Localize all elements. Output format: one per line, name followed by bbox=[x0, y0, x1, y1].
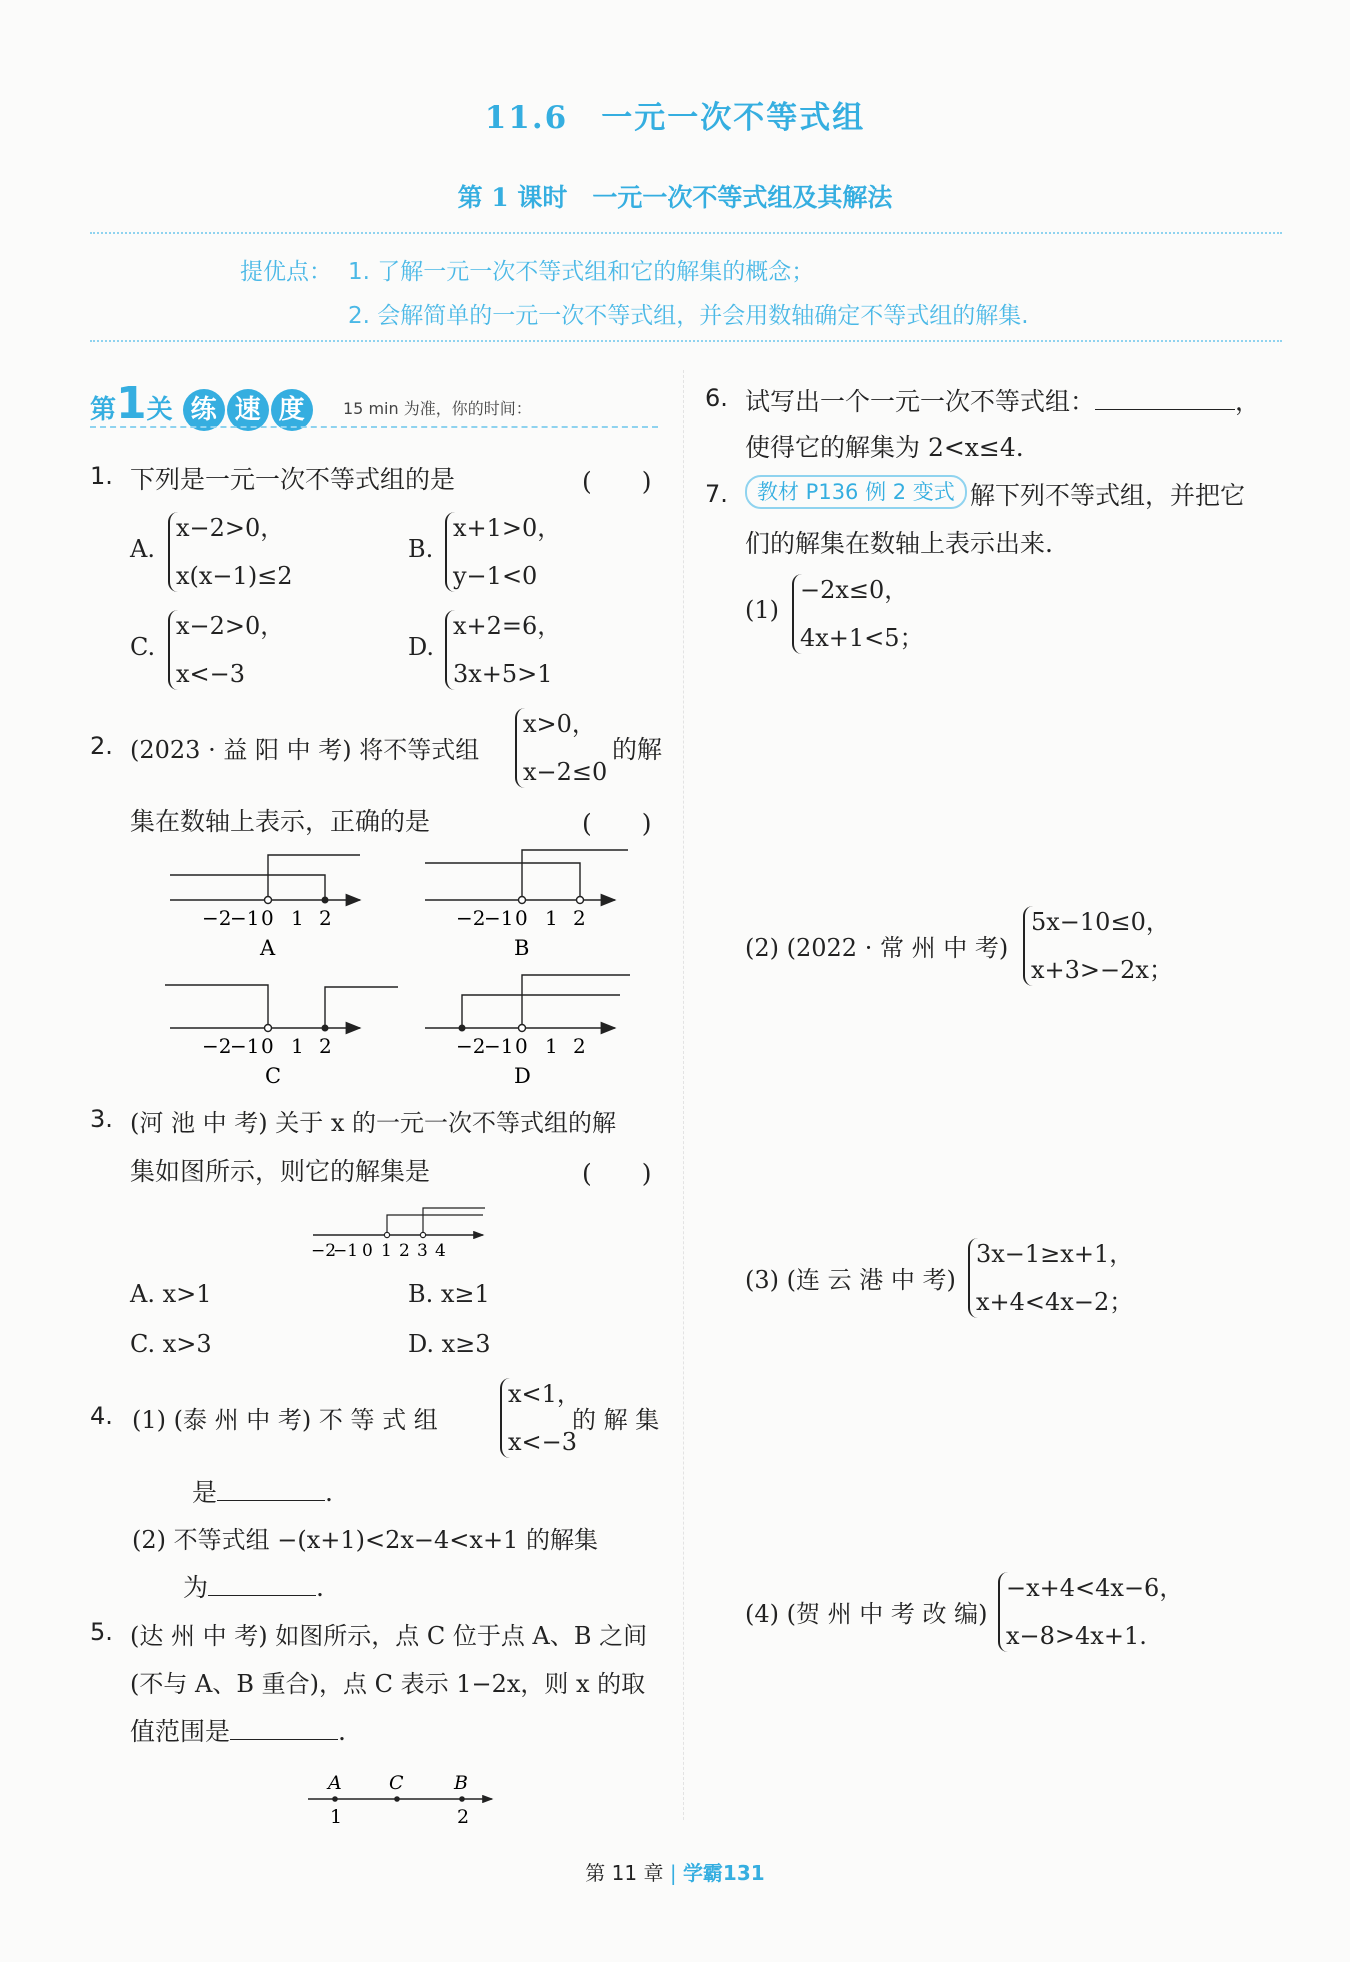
q5-text-line2: (不与 A、B 重合)，点 C 表示 1−2x，则 x 的取 bbox=[130, 1670, 646, 1698]
section-num: 1 bbox=[116, 378, 147, 429]
q1-b-line1: x+1>0， bbox=[453, 514, 562, 542]
q1-d-line2: 3x+5>1 bbox=[453, 660, 553, 688]
column-separator bbox=[683, 370, 684, 1820]
q2-paren: ( ) bbox=[582, 809, 652, 838]
q4-part1-blank[interactable] bbox=[217, 1478, 325, 1501]
q3-option-b: B. x≥1 bbox=[408, 1280, 490, 1308]
goal-item-1: 1. 了解一元一次不等式组和它的解集的概念； bbox=[348, 259, 815, 285]
section-pre: 第 bbox=[90, 395, 117, 425]
q4-part2-end: . bbox=[316, 1573, 324, 1602]
q3-tick-4: 2 bbox=[399, 1241, 410, 1260]
q7-part4-label: (4) (贺 州 中 考 改 编) bbox=[745, 1600, 988, 1628]
q4-part1-post: 的 解 集 bbox=[572, 1406, 660, 1434]
divider-top bbox=[90, 232, 1282, 234]
page-footer bbox=[0, 1857, 1350, 1886]
q4-part2-blank[interactable] bbox=[208, 1573, 316, 1596]
q4-part1-answer-line bbox=[192, 1473, 333, 1509]
q6-blank[interactable] bbox=[1095, 387, 1235, 410]
divider-bottom bbox=[90, 340, 1282, 342]
q1-option-a-system bbox=[176, 504, 293, 600]
q7-p3-line2: x+4<4x−2； bbox=[976, 1288, 1134, 1316]
q5-answer-line bbox=[130, 1712, 346, 1748]
q7-part1-label: (1) bbox=[745, 596, 779, 624]
q2-d-tick-3: 1 bbox=[545, 1034, 558, 1058]
q2-line2: x−2≤0 bbox=[523, 758, 608, 786]
q2-c-tick-1: −1 bbox=[230, 1034, 260, 1058]
q2-system bbox=[523, 700, 607, 796]
q3-tick-0: −2 bbox=[311, 1241, 337, 1260]
q2-option-b-axis bbox=[425, 850, 628, 960]
q7-tag: 教材 P136 例 2 变式 bbox=[745, 475, 967, 509]
q2-c-tick-3: 1 bbox=[291, 1034, 304, 1058]
q7-part2-label: (2) (2022 · 常 州 中 考) bbox=[745, 934, 1009, 962]
q4-part1-end: . bbox=[325, 1478, 333, 1507]
section-underline bbox=[90, 426, 658, 428]
q3-option-a: A. x>1 bbox=[130, 1280, 212, 1308]
q2-d-tick-4: 2 bbox=[573, 1034, 586, 1058]
q5-point-b: B bbox=[454, 1772, 468, 1794]
q4-part2-pre: 为 bbox=[183, 1573, 209, 1602]
q2-a-tick-0: −2 bbox=[202, 906, 232, 930]
q2-c-label: C bbox=[265, 1064, 282, 1088]
q4-system bbox=[508, 1370, 581, 1466]
q1-b-line2: y−1<0 bbox=[453, 562, 538, 590]
q6-answer-line bbox=[745, 382, 1260, 418]
q2-b-tick-4: 2 bbox=[573, 906, 586, 930]
q2-number: 2. bbox=[90, 732, 113, 760]
q6-text: 试写出一个一元一次不等式组： bbox=[745, 387, 1096, 416]
q1-option-d-system bbox=[453, 602, 561, 698]
q2-d-tick-0: −2 bbox=[456, 1034, 486, 1058]
q3-option-c: C. x>3 bbox=[130, 1330, 212, 1358]
lesson-subtitle: 第 1 课时 一元一次不等式组及其解法 bbox=[457, 183, 893, 212]
q1-option-b-label: B. bbox=[408, 535, 434, 563]
q2-line1: x>0， bbox=[523, 710, 596, 738]
q4-part2-text: (2) 不等式组 −(x+1)<2x−4<x+1 的解集 bbox=[132, 1526, 598, 1554]
q5-point-a: A bbox=[328, 1772, 342, 1794]
q3-tick-3: 1 bbox=[381, 1241, 392, 1260]
q7-p1-line1: −2x≤0， bbox=[800, 576, 909, 604]
q2-option-c-axis bbox=[165, 985, 398, 1088]
q2-c-tick-2: 0 bbox=[261, 1034, 274, 1058]
q2-b-tick-3: 1 bbox=[545, 906, 558, 930]
q1-number: 1. bbox=[90, 462, 113, 490]
q7-part1-system bbox=[800, 566, 924, 662]
q4-part2-answer-line bbox=[183, 1568, 324, 1604]
q5-line3-end: . bbox=[338, 1717, 346, 1746]
q3-text: (河 池 中 考) 关于 x 的一元一次不等式组的解 bbox=[130, 1109, 617, 1137]
page-title: 11.6 一元一次不等式组 bbox=[484, 100, 866, 136]
q2-b-tick-0: −2 bbox=[456, 906, 486, 930]
q2-number-lines bbox=[150, 845, 690, 1095]
goal-item-2: 2. 会解简单的一元一次不等式组，并会用数轴确定不等式组的解集. bbox=[348, 303, 1029, 329]
q2-c-tick-0: −2 bbox=[202, 1034, 232, 1058]
q2-a-tick-4: 2 bbox=[319, 906, 332, 930]
q2-option-a-axis bbox=[170, 855, 360, 960]
q5-text: (达 州 中 考) 如图所示，点 C 位于点 A、B 之间 bbox=[130, 1622, 648, 1650]
q2-a-tick-1: −1 bbox=[230, 906, 260, 930]
q2-b-tick-2: 0 bbox=[515, 906, 528, 930]
q7-text-line2: 们的解集在数轴上表示出来. bbox=[745, 529, 1053, 558]
q2-text-line2: 集在数轴上表示，正确的是 bbox=[130, 807, 431, 836]
q6-text-line2: 使得它的解集为 2<x≤4. bbox=[745, 433, 1024, 462]
q7-p3-line1: 3x−1≥x+1， bbox=[976, 1240, 1134, 1268]
q1-option-d-label: D. bbox=[408, 633, 435, 661]
q5-blank[interactable] bbox=[230, 1717, 338, 1740]
q1-option-b-system bbox=[453, 504, 561, 600]
badge-su: 速 bbox=[227, 389, 269, 431]
badge-lian: 练 bbox=[183, 389, 225, 431]
q4-part1-pre: 是 bbox=[192, 1478, 218, 1507]
q7-p2-line1: 5x−10≤0， bbox=[1031, 908, 1170, 936]
q7-p2-line2: x+3>−2x； bbox=[1031, 956, 1173, 984]
q6-comma: ， bbox=[1235, 387, 1261, 416]
q1-option-c-system bbox=[176, 602, 284, 698]
section-post: 关 bbox=[146, 395, 173, 425]
q2-a-tick-2: 0 bbox=[261, 906, 274, 930]
q1-option-c-label: C. bbox=[130, 633, 156, 661]
q3-text-line2: 集如图所示，则它的解集是 bbox=[130, 1157, 431, 1186]
q7-text: 解下列不等式组，并把它 bbox=[970, 481, 1246, 510]
q4-line2: x<−3 bbox=[508, 1428, 578, 1456]
q2-c-tick-4: 2 bbox=[319, 1034, 332, 1058]
q7-part2-system bbox=[1031, 898, 1173, 994]
badge-du: 度 bbox=[271, 389, 313, 431]
q1-option-a-label: A. bbox=[130, 535, 155, 563]
q2-text: (2023 · 益 阳 中 考) 将不等式组 bbox=[130, 736, 480, 764]
section-header bbox=[90, 378, 315, 431]
q3-paren: ( ) bbox=[582, 1159, 652, 1188]
q1-text: 下列是一元一次不等式组的是 bbox=[130, 465, 456, 494]
q1-a-line1: x−2>0， bbox=[176, 514, 285, 542]
q5-number-line bbox=[300, 1765, 500, 1835]
q3-tick-1: −1 bbox=[333, 1241, 359, 1260]
footer-chapter: 第 11 章 bbox=[585, 1861, 664, 1885]
q7-number: 7. bbox=[705, 480, 728, 508]
q1-a-line2: x(x−1)≤2 bbox=[176, 562, 293, 590]
q6-number: 6. bbox=[705, 384, 728, 412]
q4-line1: x<1， bbox=[508, 1380, 581, 1408]
q2-a-label: A bbox=[260, 936, 276, 960]
footer-brand: 学霸131 bbox=[682, 1861, 765, 1885]
q7-p4-line2: x−8>4x+1. bbox=[1006, 1622, 1147, 1650]
q3-tick-6: 4 bbox=[435, 1241, 446, 1260]
q7-part4-system bbox=[1006, 1564, 1183, 1660]
q5-number: 5. bbox=[90, 1618, 113, 1646]
q5-tick-2: 2 bbox=[457, 1806, 470, 1828]
q2-d-tick-2: 0 bbox=[515, 1034, 528, 1058]
time-note: 15 min 为准，你的时间： bbox=[343, 399, 532, 418]
q2-option-d-axis bbox=[425, 975, 630, 1088]
q4-number: 4. bbox=[90, 1402, 113, 1430]
q7-part3-label: (3) (连 云 港 中 考) bbox=[745, 1266, 956, 1294]
q1-c-line2: x<−3 bbox=[176, 660, 246, 688]
q3-number: 3. bbox=[90, 1105, 113, 1133]
q1-paren: ( ) bbox=[582, 467, 652, 496]
q3-tick-5: 3 bbox=[417, 1241, 428, 1260]
q2-text-post: 的解 bbox=[612, 735, 663, 764]
q2-b-label: B bbox=[514, 936, 530, 960]
q2-a-tick-3: 1 bbox=[291, 906, 304, 930]
q7-textbook-tag bbox=[745, 475, 967, 509]
q7-part3-system bbox=[976, 1230, 1133, 1326]
q4-part1-text: (1) (泰 州 中 考) 不 等 式 组 bbox=[132, 1406, 438, 1434]
q1-c-line1: x−2>0， bbox=[176, 612, 285, 640]
q3-option-d: D. x≥3 bbox=[408, 1330, 491, 1358]
q1-d-line1: x+2=6， bbox=[453, 612, 562, 640]
q3-tick-2: 0 bbox=[362, 1241, 373, 1260]
q2-d-label: D bbox=[514, 1064, 531, 1088]
q7-p1-line2: 4x+1<5； bbox=[800, 624, 924, 652]
q3-number-line bbox=[305, 1200, 505, 1260]
q5-line3-pre: 值范围是 bbox=[130, 1717, 231, 1746]
q5-tick-1: 1 bbox=[330, 1806, 343, 1828]
q2-d-tick-1: −1 bbox=[484, 1034, 514, 1058]
q2-b-tick-1: −1 bbox=[484, 906, 514, 930]
q7-p4-line1: −x+4<4x−6， bbox=[1006, 1574, 1184, 1602]
q5-point-c: C bbox=[389, 1772, 404, 1794]
goal-label: 提优点： bbox=[240, 259, 332, 285]
footer-separator: | bbox=[669, 1861, 677, 1885]
